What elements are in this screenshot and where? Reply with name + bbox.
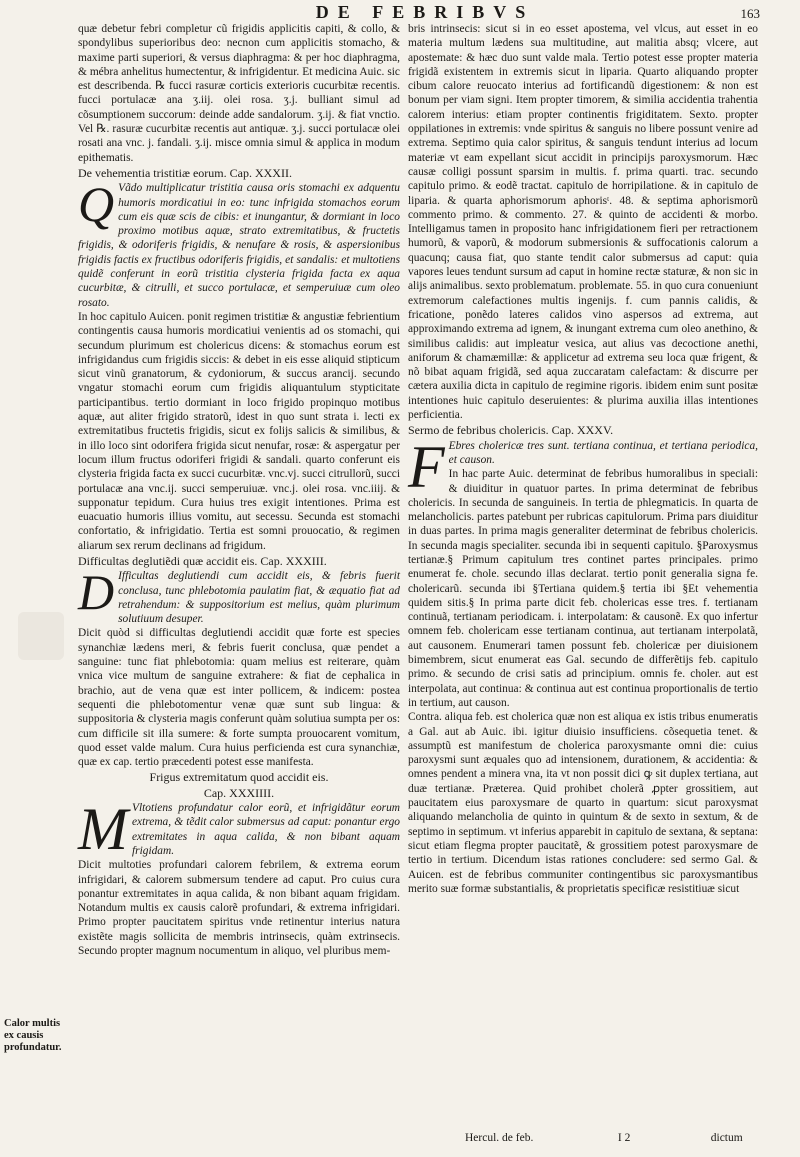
margin-note: Calor multis ex causis profundatur.	[4, 1018, 62, 1053]
chapter-text-body: Vãdo multiplicatur tristitia causa oris stomachi ex adquentu humoris mordicatiui in eo: tunc infrigida stomachos eorum cum eis quæ scis de cibis: et inungantur, & dormiant in loco proximo motibus aquæ, strato extremitatibus, & fructetis frigidis, & odoriferis frigidis, & nenufare & rosis, & aspersionibus frigidis factis ex fructibus odoriferis frigidis, et sandalis: et multotiens quidẽ conferunt in eorũ tristitia clysteria frigida facta ex aqua cucurbitæ, & citrulli, et succo portulacæ, et semperuiuæ cum oleo rosato.	[78, 182, 400, 309]
page-number: 163	[740, 6, 760, 21]
drop-cap: M	[78, 796, 128, 863]
right-column	[408, 22, 758, 896]
paragraph: bris intrinsecis: sicut si in eo esset apostema, vel vlcus, aut esset in eo materia multum lædens sua multitudine, aut malitia absq; vlcere, aut apostemate: & hæc duo sunt valde mala. Tertio potest esse propter materia frigidã existentem in extremis sicut in liparia. Quarto aliquando propter cibum calore reuocato interius ad fortificandũ digestionem: & non est bonum per viam signi. Item propter timorem, & similia accidentia trahentia calorem interius: etiam propter continentis frigiditatem. Sexto. propter oppilationes in extremis: vnde spiritus & sanguis no libere possunt venire ad extrema. Septimo quia calor spiritus, & sanguis tendunt interius ad locum materiæ vt eam expellant sicut accidit in principijs paroxysmorum. Hæc causæ colligi possunt sparsim in multis. f. prima quarti. trac. secundo capitulo primo. & eodẽ tractat. capitulo de horripilatione. & in capitulo de liparia. & quarta aphorismorum aphorisᵗ. 48. & septima aphorismorũ commento primo. & commento. 27. & quinto de accidenti & morbo. Intelligamus tamen in proposito hanc infrigidationem fieri per retractionem humorũ, & vaporũ, & modorum submersionis & suffocationis calorum a quacunq; causa fiat, quo stante tendit calor submersus ad caput: quia vapores leues tendunt sursum ad caput in homine rectæ staturæ, & non sic in alijs animalibus. sexto problematum. problemate. 55. in quo cura conueniunt extremorum calefactiones multis ingenijs. f. cum pannis calidis, & fricatione, ponẽdo lateres calidos vino aspersos ad extrema, aut approximando extrema ad ignem, & inungant extrema cum oleo anethino, & similibus calidis: aut impleatur vesica, aut alius vas decoctione anethi, aniforum & chamæmillæ: & applicetur ad extrema seu loca quæ frigent, & nõ bibat aquam frigidã, sed aqua zuccaratam calefactam: & discurre per cætera auxilia dicta in capitulo de regimine rigoris. ibidem enim sunt positæ intentiones huic capitulo deseruientes: & plurima auxilia illas intentiones perficientia.	[408, 23, 758, 422]
chapter-heading: Cap. XXXIIII.	[203, 785, 275, 800]
paragraph: quæ debetur febri completur cũ frigidis applicitis capiti, & collo, & spondylibus superioribus deo: necnon cum applicitis stomacho, & maxime parti superiori, & versus diaphragma: & per hoc diaphragma, & mébra anhelitus humectentur, & infrigidentur. Et medicina Auic. sic est describenda. ℞ fucci rasuræ corticis exterioris cucurbitæ recentis. fucci portulacæ ana ʒ.iij. olei rosa. ʒ.j. bulliant simul ad cõsumptionem succorum: deinde adde sandalorum. ʒ.ij. & fiat vnctio. Vel ℞. rasuræ cucurbitæ recentis aut antiquæ. ʒ.j. succi portulacæ olei rosati ana vnc. j. fandali. ʒ.ij. misce omnia simul & applica in modum epithematis.	[78, 23, 400, 164]
chapter-text-body: Ebres cholericæ tres sunt. tertiana continua, et tertiana periodica, et causon.	[448, 439, 758, 466]
page-footer	[465, 1132, 765, 1144]
chapter-text	[408, 433, 758, 500]
paragraph: Contra. aliqua feb. est cholerica quæ non est aliqua ex istis tribus enumeratis a Gal. aut ab Auic. ibi. igitur diuisio insufficiens. cõsequetia tenet. & assumptũ est manifestum de cholerica paroxysmante omni die: cuius paroxysmi sunt æquales quo ad intensionem, durationem, & accidentia: & omnes pendent a minera vna, ita vt non possit dici ꝙ sit duplex tertiana, aut duæ tertianæ. Præterea. Quid prohibet cholerã ꝓpter grossitiem, aut paucitatem eius paroxysmare de quarto in quartum: sicut paroxysmat aliquando melancholia de quinto in quintum & de sexto in sextum, & de septimo in septimum. vt inferius apparebit in capitulo de sextana, & septana: sicut etiam flegma propter paucitatẽ, & grossitiem potest paroxysmare de tertio in tertium. Dicendum istas rationes concludere: sed sermo Gal. & Auicen. est de febribus communiter contingentibus sic paroxysmantibus merito suæ formæ substantialis, & proprietatis specificæ resistitiuæ sicut	[408, 711, 758, 895]
chapter-text	[78, 176, 400, 310]
stain-mark	[18, 612, 64, 660]
chapter-text	[78, 564, 400, 626]
paragraph: Dicit quòd si difficultas deglutiendi accidit quæ forte est species synanchiæ lædens meri, & febris fuerit conclusa, quæ pendet a sanguine: tunc fiat phlebotomia: quam melius est reiterare, quàm vnica vice multum de sanguine extrahere: & fiat de cephalica in brachio, aut de vena quæ est inter pollicem, & indicem: postea sequenti die phlebotomentur venæ quæ sunt sub lingua: & suppositoria & clysteria magis conferunt quàm solutiua sumpta per os: cum difficile sit illa sumere: & forte sumpta prouocarent vomitum, quod esset valde malum. Cura huius perficienda est cura synanchiæ, quæ ex cap. tertio præcedenti potest esse manifesta.	[78, 627, 400, 769]
drop-cap: D	[78, 564, 115, 621]
chapter-heading: Difficultas deglutiẽdi quæ accidit eis. Cap. XXXIII.	[78, 553, 327, 568]
chapter-text-body: Ifficultas deglutiendi cum accidit eis, & febris fuerit conclusa, tunc phlebotomia paulatim fiat, & æquatio fiat ad retrahendum: & suppositorium est melius, quàm plurimum solutiuum desuper.	[118, 570, 400, 626]
signature-mark: I 2	[617, 1132, 631, 1144]
paragraph: Dicit multoties profundari calorem febrilem, & extrema eorum infrigidari, & calorem submersum tendere ad caput. Pro cuius cura ponantur extremitates in aqua calida, & non bibant aquam frigidam. Notandum multis ex causis calorẽ profundari, & extrema infrigidari. Primo propter paucitatem spiritus vnde retinentur interius natura existẽte magis sollicita de membris intrinsecis, quàm extrinsecis. Secundo propter magnum nocumentum in aliquo, vel pluribus mem-	[78, 859, 400, 957]
drop-cap: F	[408, 433, 445, 500]
catchword: dictum	[710, 1132, 743, 1144]
chapter-text-body: Vltotiens profundatur calor eorũ, et infrigidãtur eorum extrema, & tẽdit calor submersus ad caput: ponantur ergo extremitates in aqua calida, & non bibant aquam frigidam.	[131, 802, 400, 857]
chapter-heading: Frigus extremitatum quod accidit eis.	[149, 770, 329, 785]
drop-cap: Q	[78, 176, 115, 233]
paragraph: In hoc capitulo Auicen. ponit regimen tristitiæ & angustiæ febrientium contingentis causa humoris mordicatiui venientis ad os stomachi, qui secundum plurimum est cholericus dicens: & stomachus eorum est infrigidandus cum frigidis siccis: & debet in eis esse aliquid stipticum sicut vinũ granatorum, & cydoniorum, & succus arancij. secundo vngatur stomachi eorum cum frigidis aliquantulum stypticitate participantibus. tertio dormiant in loco frigido propinquo motibus aquæ, aut aliter frigido stratorũ, idest in quo sunt strata i. lecti ex extremitatibus fructetis frigidis, sicut ex folijs salicis & similibus, & in illo loco sint odorifera frigida sicut nenufar, rosæ: & aspergatur per locum illum fructus odoriferi frigidi & sandali. quarto conferunt eis clysteria frigida facta ex succi cucurbitæ. vnc.vj. succi citrullorũ, succi portulacæ ana vnc.ij. succi semperuiuæ. vnc.j. olei rosa. vnc.iiij. & supponatur tepidum. Cura huius tres exigit intentiones. Prima est euacuatio humoris illius vomitu, aut secessu. Secunda est stomachi confortatio, & infrigidatio. Tertia est somni prouocatio, & regimen aliarum sex rerum declinans ad frigidum.	[78, 310, 400, 552]
paragraph: In hac parte Auic. determinat de febribus humoralibus in speciali: & diuiditur in quatuor partes. In prima determinat de febribus cholericis. In secunda de sanguineis. In tertia de phlegmaticis. In quarta de melancholicis. partes patebunt per rubricas capitulorum. Prima pars diuiditur in duas partes. In prima magis generaliter determinat de febribus cholericis. In secunda magis specialiter. secunda ibi in sequenti capitulo. §Paroxysmus tertianæ.§ Primum capitulum tres continet partes principales. primo enumerat fe. chole. secundo illas declarat. tertio ponit generalia signa fe. cholericarũ. secunda ibi §Tertiana quidem.§ tertia ibi §Et vehementia quidem sitis.§ In prima parte dicit feb. cholericas esse tres. f. tertianam continuã, tertianam periodicam. i. interpolatam: & causonẽ. Ex quo infertur omnem feb. cholericam esse tertianam continua, aut tertianam interpolatã, aut causonem. Enumerari tamen possunt feb. cholericæ per diuisionem bimembrem, sicut enumerat eas Gal. secundo de differẽtijs feb. capitulo primo. & secundo de crisi satis ad principium. omnis fe. choler. aut est interpolata, aut continua: & continua aut est continua proportionalis de tertio in tertium, aut causon.	[408, 468, 758, 709]
chapter-text	[78, 796, 400, 863]
left-column	[78, 22, 400, 958]
running-head: DE FEBRIBVS	[315, 2, 535, 22]
chapter-heading: Sermo de febribus cholericis. Cap. XXXV.	[408, 423, 614, 438]
footer-title: Hercul. de feb.	[465, 1132, 534, 1144]
chapter-heading: De vehementia tristitiæ eorum. Cap. XXXII.	[78, 165, 292, 180]
